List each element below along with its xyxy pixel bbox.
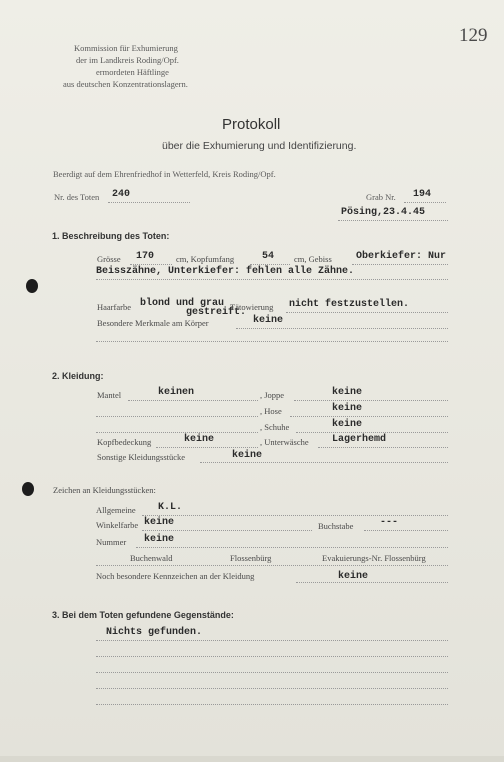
- trousers-value: keine: [332, 403, 363, 414]
- items-line-4: [96, 688, 448, 689]
- other-clothing-line: [200, 462, 448, 463]
- section-3-heading: 3. Bei dem Toten gefundene Gegenstände:: [52, 610, 234, 620]
- teeth-value-1: Oberkiefer: Nur: [356, 251, 447, 262]
- underwear-value: Lagerhemd: [332, 434, 387, 445]
- coat-value: keinen: [158, 387, 195, 398]
- shoes-label: , Schuhe: [260, 422, 290, 432]
- dead-number-label: Nr. des Toten: [54, 192, 100, 202]
- coat-label: Mantel: [97, 390, 122, 400]
- underwear-line: [318, 447, 448, 448]
- camp-buchenwald: Buchenwald: [130, 553, 173, 563]
- grave-line: [404, 202, 446, 203]
- angle-label: Winkelfarbe: [96, 520, 139, 530]
- header-line-3: ermordeten Häftlinge: [96, 67, 169, 77]
- general-value: K.L.: [158, 502, 183, 513]
- trousers-label: , Hose: [260, 406, 282, 416]
- teeth-line-2: [96, 279, 448, 280]
- hair-label: Haarfarbe: [97, 302, 131, 312]
- extra-marks-line: [296, 582, 448, 583]
- shoes-line: [296, 432, 448, 433]
- trousers-line: [290, 416, 448, 417]
- teeth-line-1: [352, 264, 448, 265]
- teeth-label: cm, Gebiss: [294, 254, 332, 264]
- place-date-line: [338, 220, 448, 221]
- marks-line: [236, 328, 448, 329]
- marks-label: Besondere Merkmale am Körper: [97, 318, 209, 328]
- letter-line: [364, 530, 448, 531]
- tattoo-line: [286, 312, 448, 313]
- trousers-left-line: [96, 416, 258, 417]
- hair-note: gestreift.: [186, 307, 247, 318]
- underwear-label: , Unterwäsche: [260, 437, 309, 447]
- jacket-label: , Joppe: [260, 390, 285, 400]
- number-value: keine: [144, 534, 175, 545]
- header-line-4: aus deutschen Konzentrationslagern.: [63, 79, 188, 89]
- number-line: [136, 547, 448, 548]
- bottom-edge: [0, 756, 504, 762]
- general-label: Allgemeine: [96, 505, 136, 515]
- headwear-line: [156, 447, 258, 448]
- tattoo-value: nicht festzustellen.: [289, 299, 410, 310]
- marks-line-2: [96, 341, 448, 342]
- size-label: Grösse: [97, 254, 121, 264]
- punch-hole-top: [26, 279, 38, 293]
- camp-line: [96, 565, 448, 566]
- marks-heading: Zeichen an Kleidungsstücken:: [53, 485, 156, 495]
- section-3-value: Nichts gefunden.: [106, 627, 203, 638]
- header-line-2: der im Landkreis Roding/Opf.: [76, 55, 179, 65]
- size-line: [130, 264, 172, 265]
- camp-flossenburg: Flossenbürg: [230, 553, 272, 563]
- headwear-value: keine: [184, 434, 215, 445]
- general-line: [142, 515, 448, 516]
- shoes-left-line: [96, 432, 258, 433]
- jacket-value: keine: [332, 387, 363, 398]
- page-number: 129: [459, 25, 488, 46]
- coat-line: [128, 400, 258, 401]
- marks-value: keine: [253, 315, 284, 326]
- hair-value: blond und grau: [140, 298, 225, 309]
- page-subtitle: über die Exhumierung und Identifizierung.: [162, 140, 357, 152]
- items-line-2: [96, 656, 448, 657]
- tattoo-label: Tätowierung: [230, 302, 274, 312]
- burial-text: Beerdigt auf dem Ehrenfriedhof in Wetterfeld, Kreis Roding/Opf.: [53, 169, 276, 179]
- head-value: 54: [262, 251, 275, 262]
- grave-value: 194: [413, 189, 432, 200]
- letter-label: Buchstabe: [318, 521, 354, 531]
- angle-value: keine: [144, 517, 175, 528]
- teeth-value-2: Beisszähne, Unterkiefer: fehlen alle Zähne.: [96, 266, 355, 277]
- items-line-1: [96, 640, 448, 641]
- number-label: Nummer: [96, 537, 127, 547]
- dead-number-line: [108, 202, 190, 203]
- other-clothing-label: Sonstige Kleidungsstücke: [97, 452, 186, 462]
- headwear-label: Kopfbedeckung: [97, 437, 152, 447]
- page-title: Protokoll: [222, 116, 281, 133]
- section-1-heading: 1. Beschreibung des Toten:: [52, 231, 170, 241]
- items-line-3: [96, 672, 448, 673]
- header-line-1: Kommission für Exhumierung: [74, 43, 178, 53]
- grave-label: Grab Nr.: [366, 192, 396, 202]
- size-value: 170: [136, 251, 155, 262]
- head-label: cm, Kopfumfang: [176, 254, 235, 264]
- extra-marks-value: keine: [338, 571, 369, 582]
- letter-value: ---: [380, 517, 399, 528]
- place-date: Pösing,23.4.45: [341, 207, 426, 218]
- angle-line: [142, 530, 312, 531]
- items-line-5: [96, 704, 448, 705]
- jacket-line: [294, 400, 448, 401]
- punch-hole-bottom: [22, 482, 34, 496]
- extra-marks-label: Noch besondere Kennzeichen an der Kleidung: [96, 571, 255, 581]
- head-line: [250, 264, 290, 265]
- other-clothing-value: keine: [232, 450, 263, 461]
- section-2-heading: 2. Kleidung:: [52, 371, 104, 381]
- dead-number-value: 240: [112, 189, 131, 200]
- shoes-value: keine: [332, 419, 363, 430]
- camp-evacuation-number: Evakuierungs-Nr. Flossenbürg: [322, 553, 426, 563]
